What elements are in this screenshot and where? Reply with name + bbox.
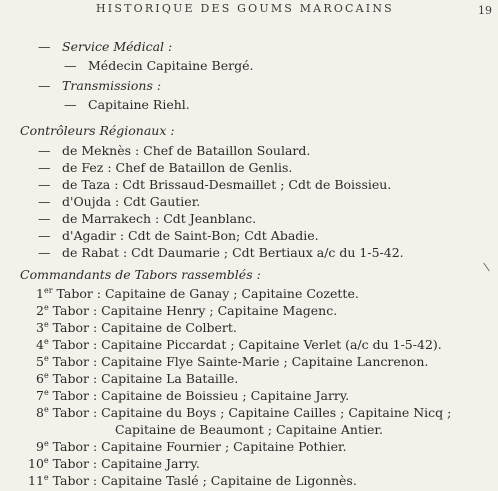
tabor-row-continuation: Capitaine de Beaumont ; Capitaine Antier.: [115, 422, 383, 437]
section-heading-commandants: Commandants de Tabors rassemblés :: [20, 267, 261, 282]
tabor-row: 9e Tabor : Capitaine Fournier ; Capitaine Pothier.: [36, 438, 347, 454]
tabor-row: 3e Tabor : Capitaine de Colbert.: [36, 319, 237, 335]
list-item: — de Fez : Chef de Bataillon de Genlis.: [38, 160, 293, 175]
list-item: — d'Oujda : Cdt Gautier.: [38, 194, 201, 209]
page-number: 19: [478, 4, 492, 17]
section-heading: Service Médical :: [62, 39, 173, 54]
tabor-row: 1er Tabor : Capitaine de Ganay ; Capitaine Cozette.: [36, 285, 359, 301]
list-item: — Capitaine Riehl.: [64, 97, 190, 112]
section-service-medical: — Service Médical :: [38, 39, 173, 54]
section-transmissions: — Transmissions :: [38, 78, 162, 93]
tabor-row: 8e Tabor : Capitaine du Boys ; Capitaine Cailles ; Capitaine Nicq ;: [36, 404, 452, 420]
tabor-row: 4e Tabor : Capitaine Piccardat ; Capitaine Verlet (a/c du 1-5-42).: [36, 336, 442, 352]
tabor-row: 10e Tabor : Capitaine Jarry.: [28, 455, 200, 471]
list-item: — de Marrakech : Cdt Jeanblanc.: [38, 211, 257, 226]
list-item: — de Rabat : Cdt Daumarie ; Cdt Bertiaux a/c du 1-5-42.: [38, 245, 404, 260]
section-heading-controleurs: Contrôleurs Régionaux :: [20, 123, 175, 138]
tabor-row: 2e Tabor : Capitaine Henry ; Capitaine Magenc.: [36, 302, 338, 318]
tabor-row: 6e Tabor : Capitaine La Bataille.: [36, 370, 239, 386]
list-item: — Médecin Capitaine Bergé.: [64, 58, 254, 73]
tabor-row: 11e Tabor : Capitaine Taslé ; Capitaine de Ligonnès.: [28, 472, 357, 488]
section-heading: Transmissions :: [62, 78, 162, 93]
list-item: — de Taza : Cdt Brissaud-Desmaillet ; Cdt de Boissieu.: [38, 177, 392, 192]
tabor-row: 5e Tabor : Capitaine Flye Sainte-Marie ; Capitaine Lancrenon.: [36, 353, 429, 369]
list-item: — de Meknès : Chef de Bataillon Soulard.: [38, 143, 311, 158]
list-item: — d'Agadir : Cdt de Saint-Bon; Cdt Abadie.: [38, 228, 319, 243]
tabor-row: 7e Tabor : Capitaine de Boissieu ; Capitaine Jarry.: [36, 387, 350, 403]
margin-mark: [483, 263, 490, 272]
running-head: HISTORIQUE DES GOUMS MAROCAINS: [96, 2, 394, 15]
